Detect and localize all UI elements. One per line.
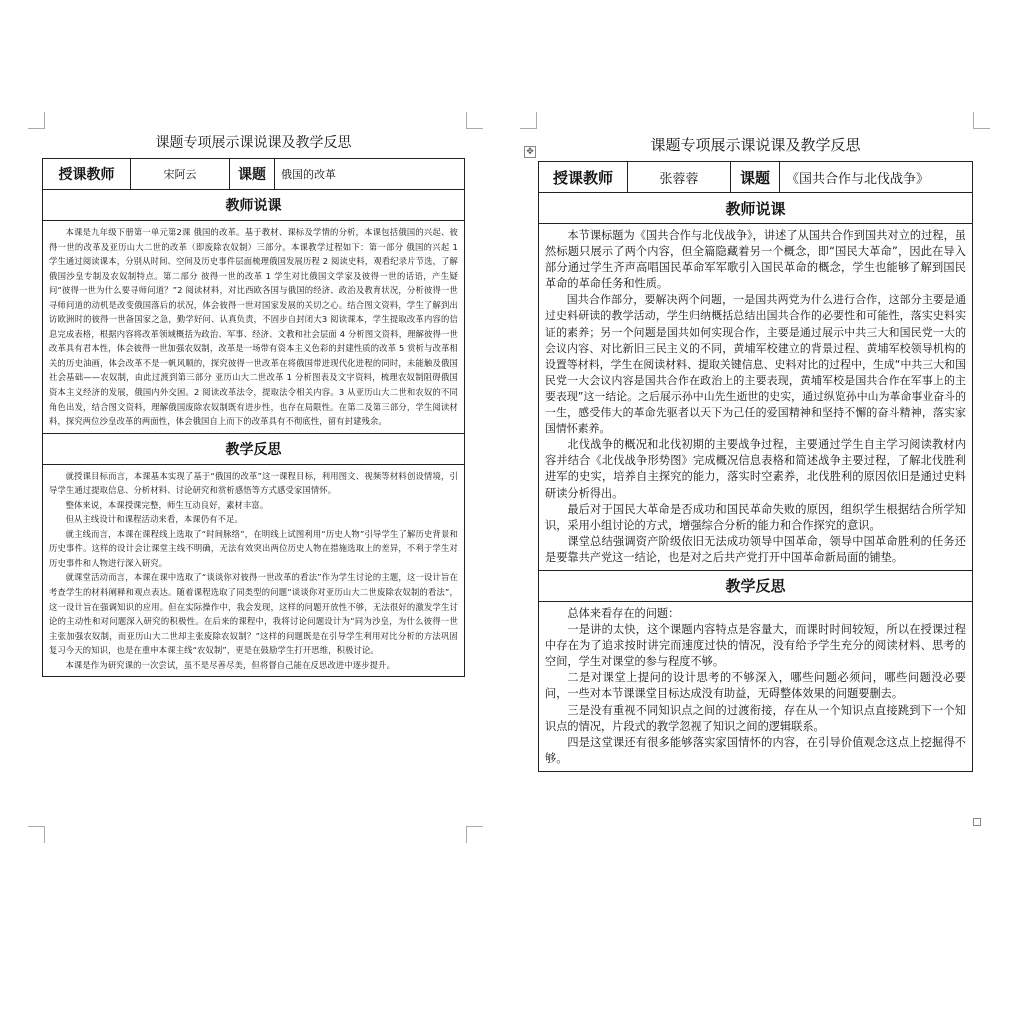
crop-mark-bottom-right	[466, 826, 483, 843]
reflect-paragraph: 本课是作为研究课的一次尝试，虽不是尽善尽美，但将督自己能在反思改进中逐步提升。	[65, 659, 396, 670]
topic-value: 俄国的改革	[275, 159, 465, 190]
lesson-table	[538, 161, 973, 772]
reflect-paragraph: 四是这堂课还有很多能够落实家国情怀的内容，在引导价值观念这点上挖掘得不够。	[545, 735, 966, 765]
header-row	[43, 159, 465, 190]
reflect-paragraph: 总体来看存在的问题：	[567, 606, 680, 620]
crop-mark-bottom-left	[28, 826, 45, 843]
topic-value: 《国共合作与北伐战争》	[780, 162, 973, 193]
talk-paragraph: 课堂总结强调资产阶级依旧无法成功领导中国革命，领导中国革命胜利的任务还是要靠共产党这一结论，也是对之后共产党打开中国革命新局面的铺垫。	[545, 534, 966, 564]
reflect-heading: 教学反思	[43, 433, 465, 464]
talk-paragraph[interactable]: 最后对于国民大革命是否成功和国民革命失败的原因，组织学生根据结合所学知识，采用小组讨论的方式，增强综合分析的能力和合作探究的意识。	[545, 502, 966, 532]
talk-heading: 教师说课	[539, 193, 973, 224]
crop-mark-top-right	[973, 112, 990, 129]
header-row	[539, 162, 973, 193]
teacher-name: 张蓉蓉	[628, 162, 731, 193]
page-title: 课题专项展示课说课及教学反思	[650, 136, 861, 154]
lesson-table	[42, 158, 465, 677]
reflect-paragraph: 就授课目标而言，本课基本实现了基于“俄国的改革”这一课程目标，利用图文、视频等材料创设情境，引导学生通过提取信息、分析材料、讨论研究和赏析感悟等方式感受家国情怀。	[49, 470, 458, 496]
reflect-paragraph: 就主线而言，本课在课程线上选取了“时间脉络”，在明线上试图利用“历史人物”引导学生了解历史背景和历史事件。这样的设计会让课堂主线不明确，无法有效突出两位历史人物在措施选取上的差异，不利于学生对历史事件和人物进行深入研究。	[49, 528, 458, 568]
crop-mark-top-right	[466, 112, 483, 129]
page-title: 课题专项展示课说课及教学反思	[155, 135, 352, 151]
reflect-heading: 教学反思	[539, 570, 973, 601]
reflect-paragraph: 三是没有重视不同知识点之间的过渡衔接，存在从一个知识点直接跳到下一个知识点的情况，片段式的教学忽视了知识之间的逻辑联系。	[545, 703, 966, 733]
reflect-paragraph: 一是讲的太快，这个课题内容特点是容量大，而课时时间较短，所以在授课过程中存在为了追求按时讲完而速度过快的情况，没有给予学生充分的阅读材料、思考的空间，学生对课堂的参与程度不够。	[545, 623, 966, 669]
reflect-paragraph: 整体来说，本课授课完整，师生互动良好，素材丰富。	[65, 499, 269, 510]
talk-paragraph: 国共合作部分，要解决两个问题，一是国共两党为什么进行合作，这部分主要是通过史料研读的教学活动，学生归纳概括总结出国共合作的必要性和可能性，落实史料实证的素养；另一个问题是国共如何实现合作，主要是通过展示中共三大和国民党一大的会议内容、对比新旧三民主义的不同，黄埔军校建立的背景过程、黄埔军校领导机构的设置等材料，学生在阅读材料、提取关键信息、史料对比的过程中，生成“中共三大和国民党一大会议内容是国共合作在政治上的主要表现，黄埔军校是国共合作在军事上的主要表现”这一结论。之后展示孙中山先生逝世的史实，通过纵览孙中山为革命事业奋斗的一生，感受伟大的革命先驱者以天下为己任的爱国精神和坚持不懈的奋斗精神，落实家国情怀素养。	[545, 293, 966, 436]
reflect-paragraph: 就课堂活动而言，本课在课中选取了“谈谈你对彼得一世改革的看法”作为学生讨论的主题，这一设计旨在考查学生的材料阐释和观点表达。随着课程选取了同类型的问题“谈谈你对亚历山大二世废除农奴制的看法”，这一设计旨在强调知识的应用。但在实际操作中，我会发现，这样的问题开放性不够，无法很好的激发学生讨论的主动性和对问题深入研究的积极性。在后来的课程中，我将讨论问题设计为“同为沙皇，为什么彼得一世主张加强农奴制，而亚历山大二世却主张废除农奴制？”这样的问题既是在引导学生利用对比分析的方法巩固复习今天的知识，也是在重申本课主线“农奴制”，更是在鼓励学生打开思维，积极讨论。	[49, 572, 458, 656]
talk-body	[43, 221, 465, 434]
crop-mark-top-left	[28, 112, 45, 129]
topic-label: 课题	[731, 162, 780, 193]
reflect-paragraph: 但从主线设计和课程活动来看，本课仍有不足。	[65, 514, 243, 525]
table-move-handle-icon[interactable]: ✥	[524, 146, 536, 158]
reflect-body	[43, 464, 465, 677]
talk-heading: 教师说课	[43, 190, 465, 221]
reflect-paragraph: 二是对课堂上提问的设计思考的不够深入，哪些问题必须问，哪些问题没必要问，一些对本节课课堂目标达成没有助益，无碍整体效果的问题要删去。	[545, 671, 966, 701]
talk-body	[539, 224, 973, 571]
talk-paragraph: 本课是九年级下册第一单元第2课 俄国的改革。基于教材、课标及学情的分析，本课包括俄国的兴起、彼得一世的改革及亚历山大二世的改革（即废除农奴制）三部分。本课教学过程如下：第一部分 俄国的兴起 1 学生通过阅读课本，分别从时间、空间及历史事件层面梳理俄国发展历程 2 阅读史料，观看纪录片节选，了解俄国沙皇专制及农奴制特点。第二部分 彼得一世的改革 1 学生对比俄国文学家及彼得一世的话语，产生疑问“彼得一世为什么要寻师问道？”2 阅读材料，对比西欧各国与俄国的经济、政治及教育状况，分析彼得一世寻师问道的动机是改变俄国落后的状况，体会彼得一世对国家发展的关切之心。结合图文资料，学生了解到出访欧洲时的彼得一世备国家之急，勤学好问、认真负责，不固步自封闭大3 阅读课本，学生提取改革内容的信息完成表格，根据内容将改革领域概括为政治、军事、经济、文教和社会层面 4 分析图文资料，理解彼得一世改革具有君本性，体会彼得一世加强农奴制，改革是一场带有资本主义色彩的封建性质的改革 5 赏析与改革相关的历史油画，体会改革不是一帆风顺的，探究彼得一世改革在将俄国带进现代化进程的同时，未能触及俄国社会基础——农奴制，由此过渡到第三部分 亚历山大二世改革 1 分析图表及文字资料，梳理农奴制阻碍俄国资本主义经济的发展，俄国内外交困。2 阅读改革法令，提取法令相关内容。3 从亚历山大二世和农奴的不同角色出发，结合图文资料，理解俄国废除农奴制既有进步性，也存在局限性。在第二及第三部分，学生阅读材料，探究两位沙皇改革的两面性，体会俄国自上而下的改革具有不彻底性，留有封建残余。	[49, 227, 458, 427]
teacher-name: 宋阿云	[131, 159, 230, 190]
crop-mark-top-left	[520, 112, 537, 129]
document-page-left	[42, 133, 465, 677]
document-page-right	[538, 135, 973, 772]
talk-paragraph: 本节课标题为《国共合作与北伐战争》，讲述了从国共合作到国共对立的过程，虽然标题只展示了两个内容，但全篇隐藏着另一个概念，即“国民大革命”，因此在导入部分通过学生齐声高唱国民革命军军歌引入国民革命的概念，学生也能够了解到国民革命的革命任务和性质。	[545, 229, 966, 291]
talk-paragraph: 北伐战争的概况和北伐初期的主要战争过程，主要通过学生自主学习阅读教材内容并结合《北伐战争形势图》完成概况信息表格和简述战争主要过程，了解北伐胜利进军的史实，培养自主探究的能力，落实时空素养，北伐胜利的原因依旧是通过史料研读分析得出。	[545, 438, 966, 500]
teacher-label: 授课教师	[539, 162, 628, 193]
teacher-label: 授课教师	[43, 159, 131, 190]
topic-label: 课题	[230, 159, 275, 190]
reflect-body	[539, 601, 973, 771]
table-resize-handle[interactable]	[973, 818, 981, 826]
